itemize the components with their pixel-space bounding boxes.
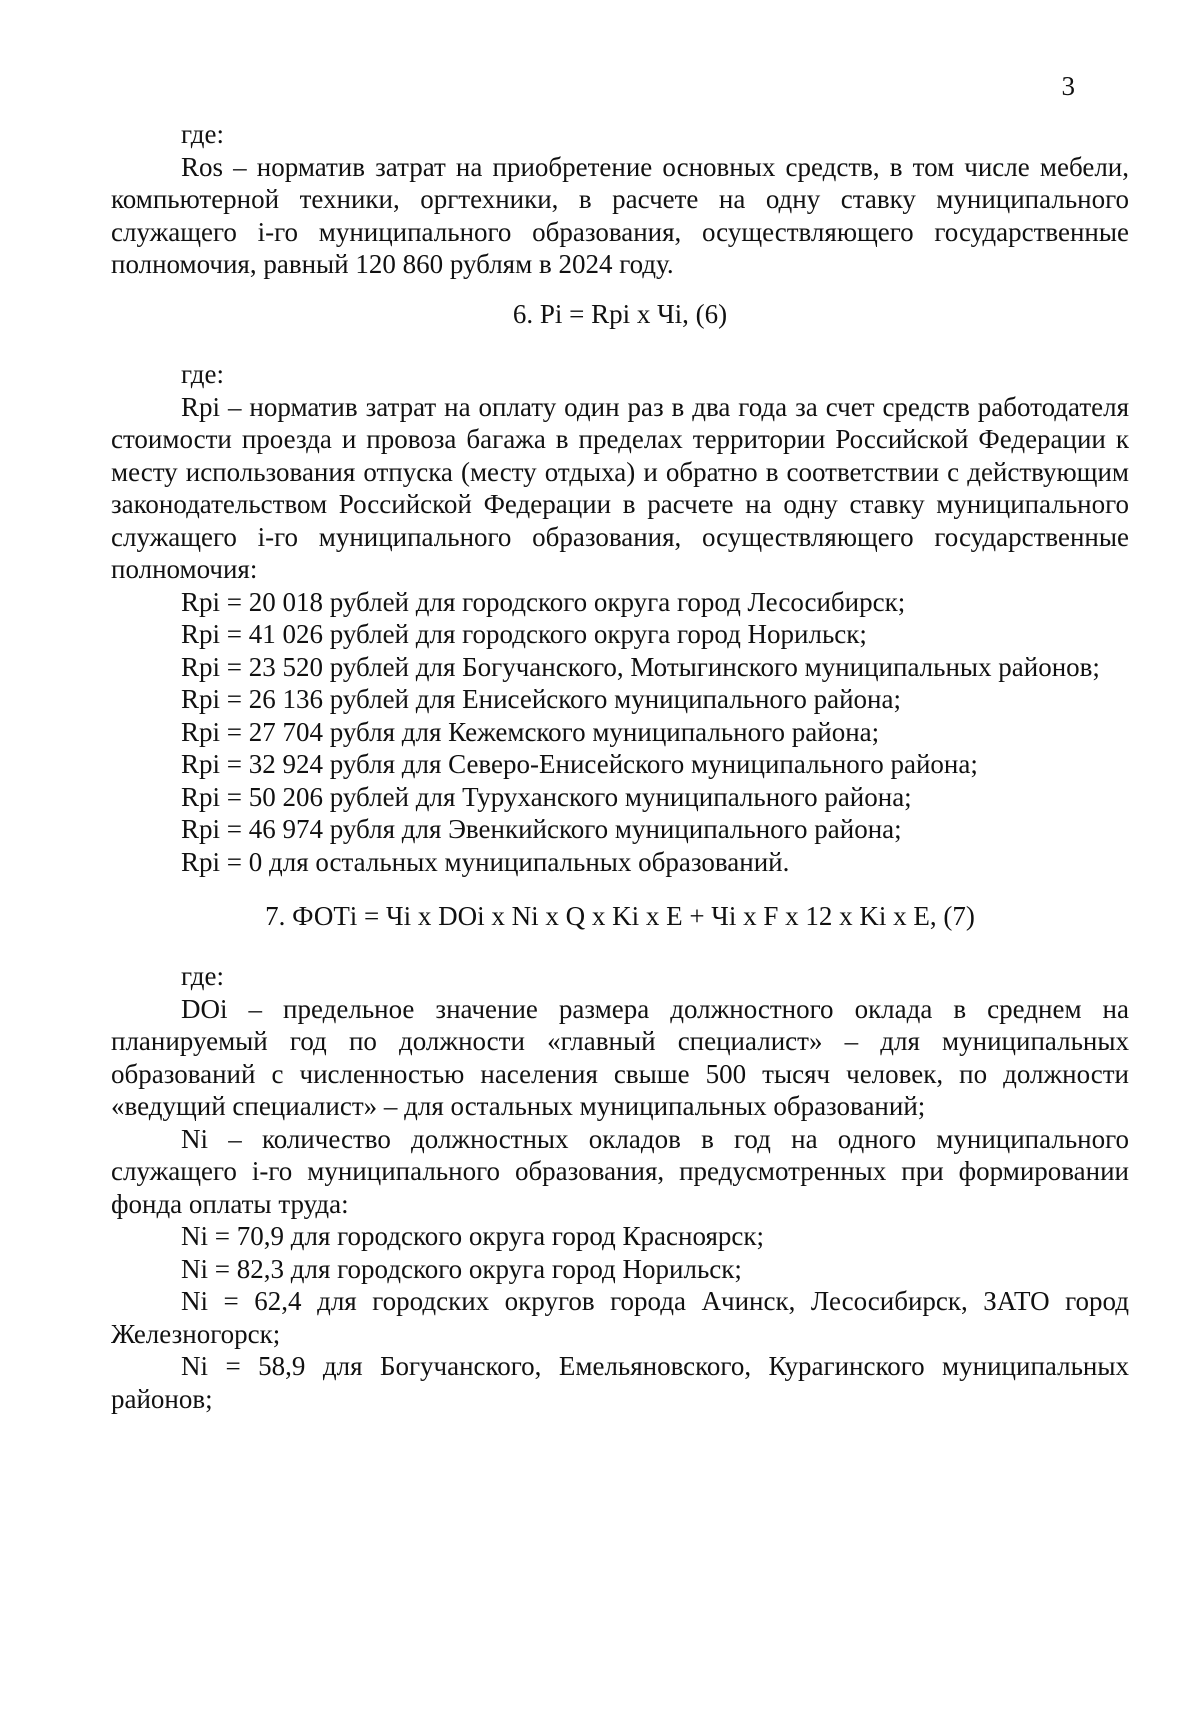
section-rpi xyxy=(111,358,1129,878)
where-label: где: xyxy=(181,119,224,149)
section-ros xyxy=(111,118,1129,281)
formula-7: 7. ФОТi = Чi x DOi x Ni x Q x Ki x E + Чi x F x 12 x Ki x E, (7) xyxy=(265,901,975,931)
list-item: Ni = 62,4 для городских округов города Ачинск, Лесосибирск, ЗАТО город Железногорск; xyxy=(111,1286,1129,1349)
list-item: Rpi = 50 206 рублей для Туруханского муниципального района; xyxy=(181,781,912,812)
list-item: Rpi = 0 для остальных муниципальных образований. xyxy=(181,846,790,877)
list-item: Rpi = 27 704 рубля для Кежемского муниципального района; xyxy=(181,716,880,747)
where-label: где: xyxy=(181,961,224,991)
where-label: где: xyxy=(181,359,224,389)
list-item: Rpi = 32 924 рубля для Северо-Енисейского муниципального района; xyxy=(181,749,978,779)
list-item: Rpi = 26 136 рублей для Енисейского муниципального района; xyxy=(181,684,901,714)
list-item: Rpi = 41 026 рублей для городского округа город Норильск; xyxy=(181,619,867,649)
ros-definition: Ros – норматив затрат на приобретение основных средств, в том числе мебели, компьютерной техники, оргтехники, в расчете на одну ставку муниципального служащего i-го муниципального образования, осуществляющего государственные полномочия, равный 120 860 рублям в 2024 году. xyxy=(111,151,1129,279)
formula-7-block xyxy=(111,900,1129,933)
page-number: 3 xyxy=(1061,71,1075,101)
list-item: Rpi = 20 018 рублей для городского округа город Лесосибирск; xyxy=(181,586,906,617)
doi-definition: DOi – предельное значение размера должностного оклада в среднем на планируемый год по должности «главный специалист» – для муниципальных образований с численностью населения свыше 500 тысяч человек, по должности «ведущий специалист» – для остальных муниципальных образований; xyxy=(111,993,1129,1121)
list-item: Rpi = 46 974 рубля для Эвенкийского муниципального района; xyxy=(181,814,902,844)
section-doi-ni xyxy=(111,960,1129,1415)
rpi-definition: Rpi – норматив затрат на оплату один раз в два года за счет средств работодателя стоимости проезда и провоза багажа в пределах территории Российской Федерации к месту использования отпуска (месту отдыха) и обратно в соответствии с действующим законодательством Российской Федерации в расчете на одну ставку муниципального служащего i-го муниципального образования, осуществляющего государственные полномочия: xyxy=(111,391,1129,584)
list-item: Ni = 58,9 для Богучанского, Емельяновского, Курагинского муниципальных районов; xyxy=(111,1351,1129,1414)
formula-6-block xyxy=(111,298,1129,331)
list-item: Ni = 70,9 для городского округа город Красноярск; xyxy=(181,1221,764,1251)
ni-definition: Ni – количество должностных окладов в год на одного муниципального служащего i-го муниципального образования, предусмотренных при формировании фонда оплаты труда: xyxy=(111,1123,1129,1219)
formula-6: 6. Pi = Rpi x Чi, (6) xyxy=(512,299,728,329)
list-item: Ni = 82,3 для городского округа город Норильск; xyxy=(181,1253,742,1284)
list-item: Rpi = 23 520 рублей для Богучанского, Мотыгинского муниципальных районов; xyxy=(181,651,1100,682)
